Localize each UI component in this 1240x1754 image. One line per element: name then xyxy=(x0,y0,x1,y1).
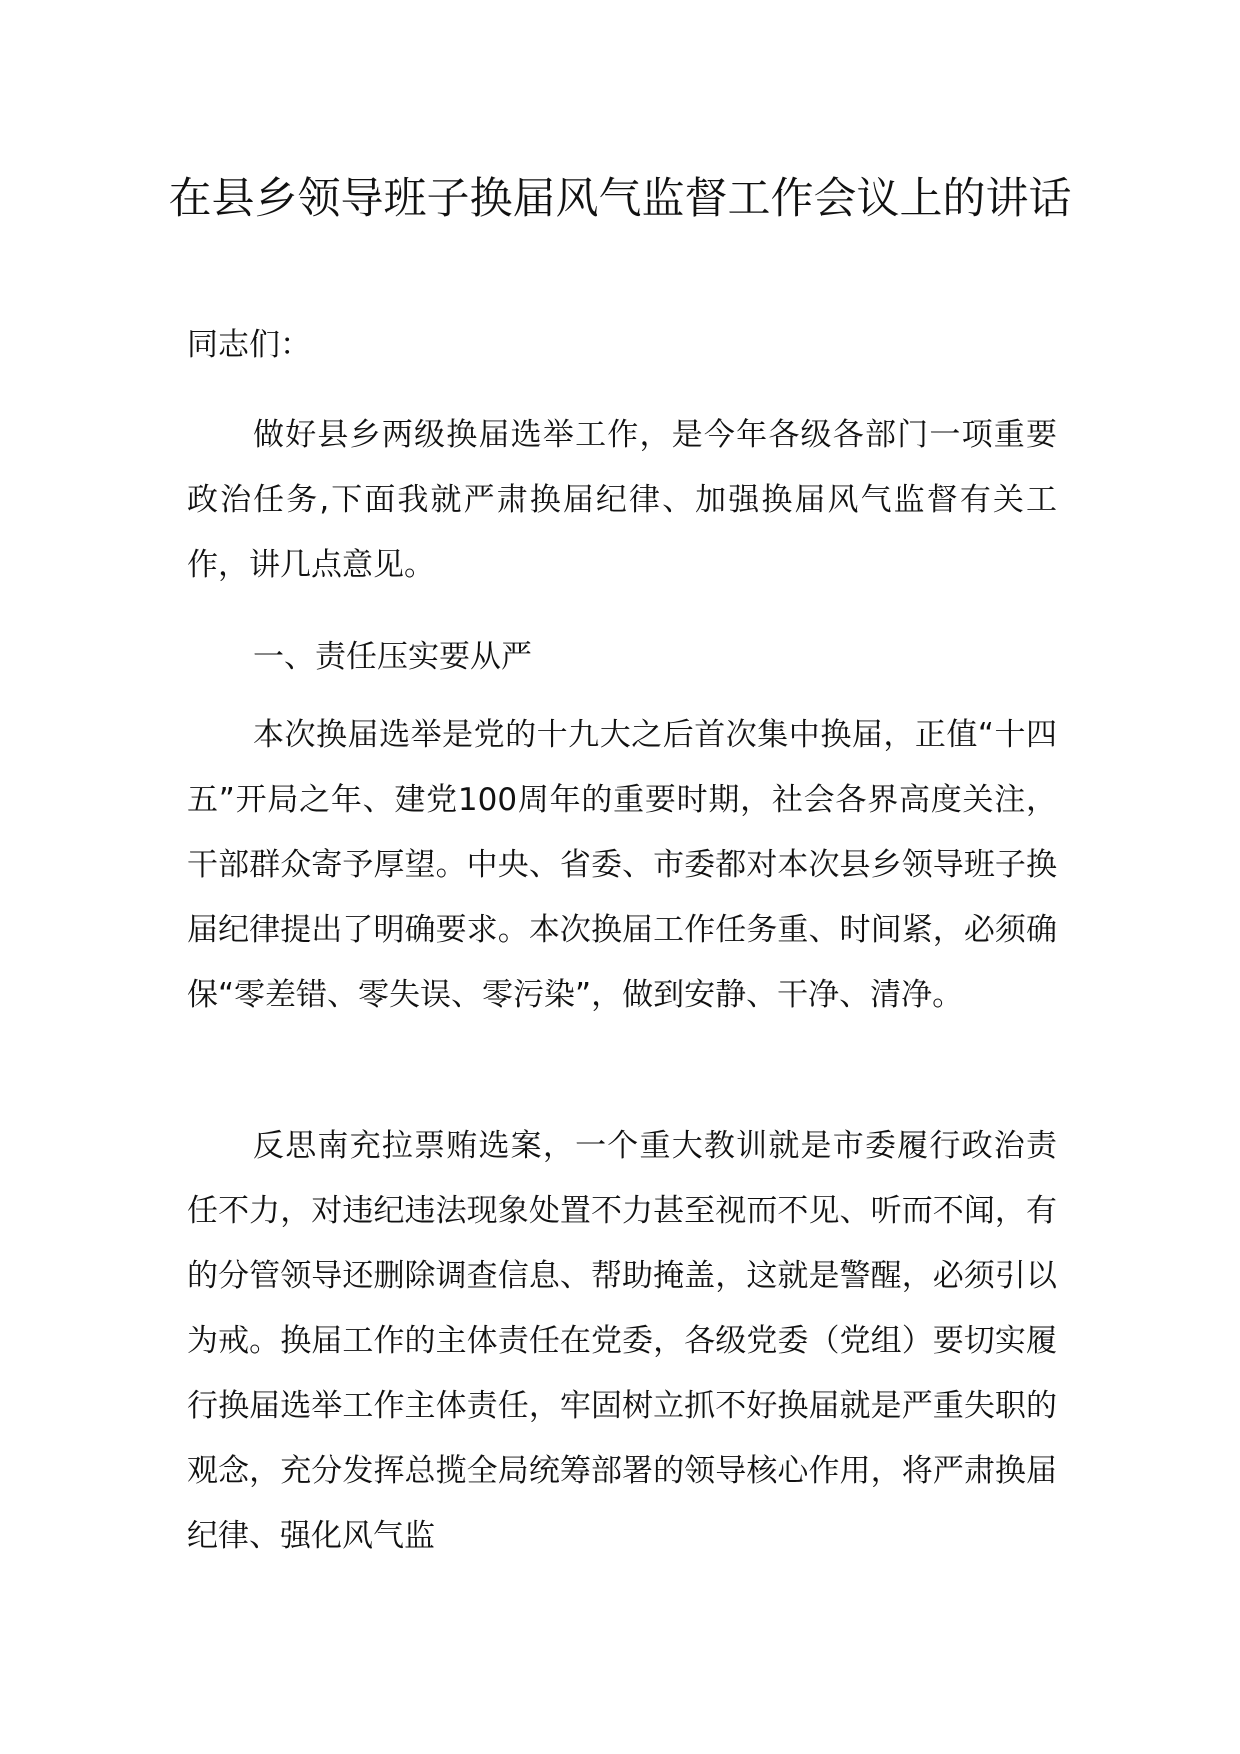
paragraph-intro: 做好县乡两级换届选举工作，是今年各级各部门一项重要政治任务,下面我就严肃换届纪律、加强换届风气监督有关工作，讲几点意见。 xyxy=(187,417,1057,583)
document-title: 在县乡领导班子换届风气监督工作会议上的讲话 xyxy=(168,174,1072,224)
paragraph-body-2: 反思南充拉票贿选案，一个重大教训就是市委履行政治责任不力，对违纪违法现象处置不力甚至视而不见、听而不闻，有的分管领导还删除调查信息、帮助掩盖，这就是警醒，必须引以为戒。换届工作的主体责任在党委，各级党委（党组）要切实履行换届选举工作主体责任，牢固树立抓不好换届就是严重失职的观念，充分发挥总揽全局统筹部署的领导核心作用，将严肃换届纪律、强化风气监 xyxy=(187,1128,1057,1554)
section-heading-1: 一、责任压实要从严 xyxy=(253,639,532,675)
paragraph-body-1: 本次换届选举是党的十九大之后首次集中换届，正值“十四五”开局之年、建党100周年的重要时期，社会各界高度关注，干部群众寄予厚望。中央、省委、市委都对本次县乡领导班子换届纪律提出了明确要求。本次换届工作任务重、时间紧，必须确保“零差错、零失误、零污染”，做到安静、干净、清净。 xyxy=(187,717,1057,1013)
greeting: 同志们： xyxy=(187,327,311,363)
